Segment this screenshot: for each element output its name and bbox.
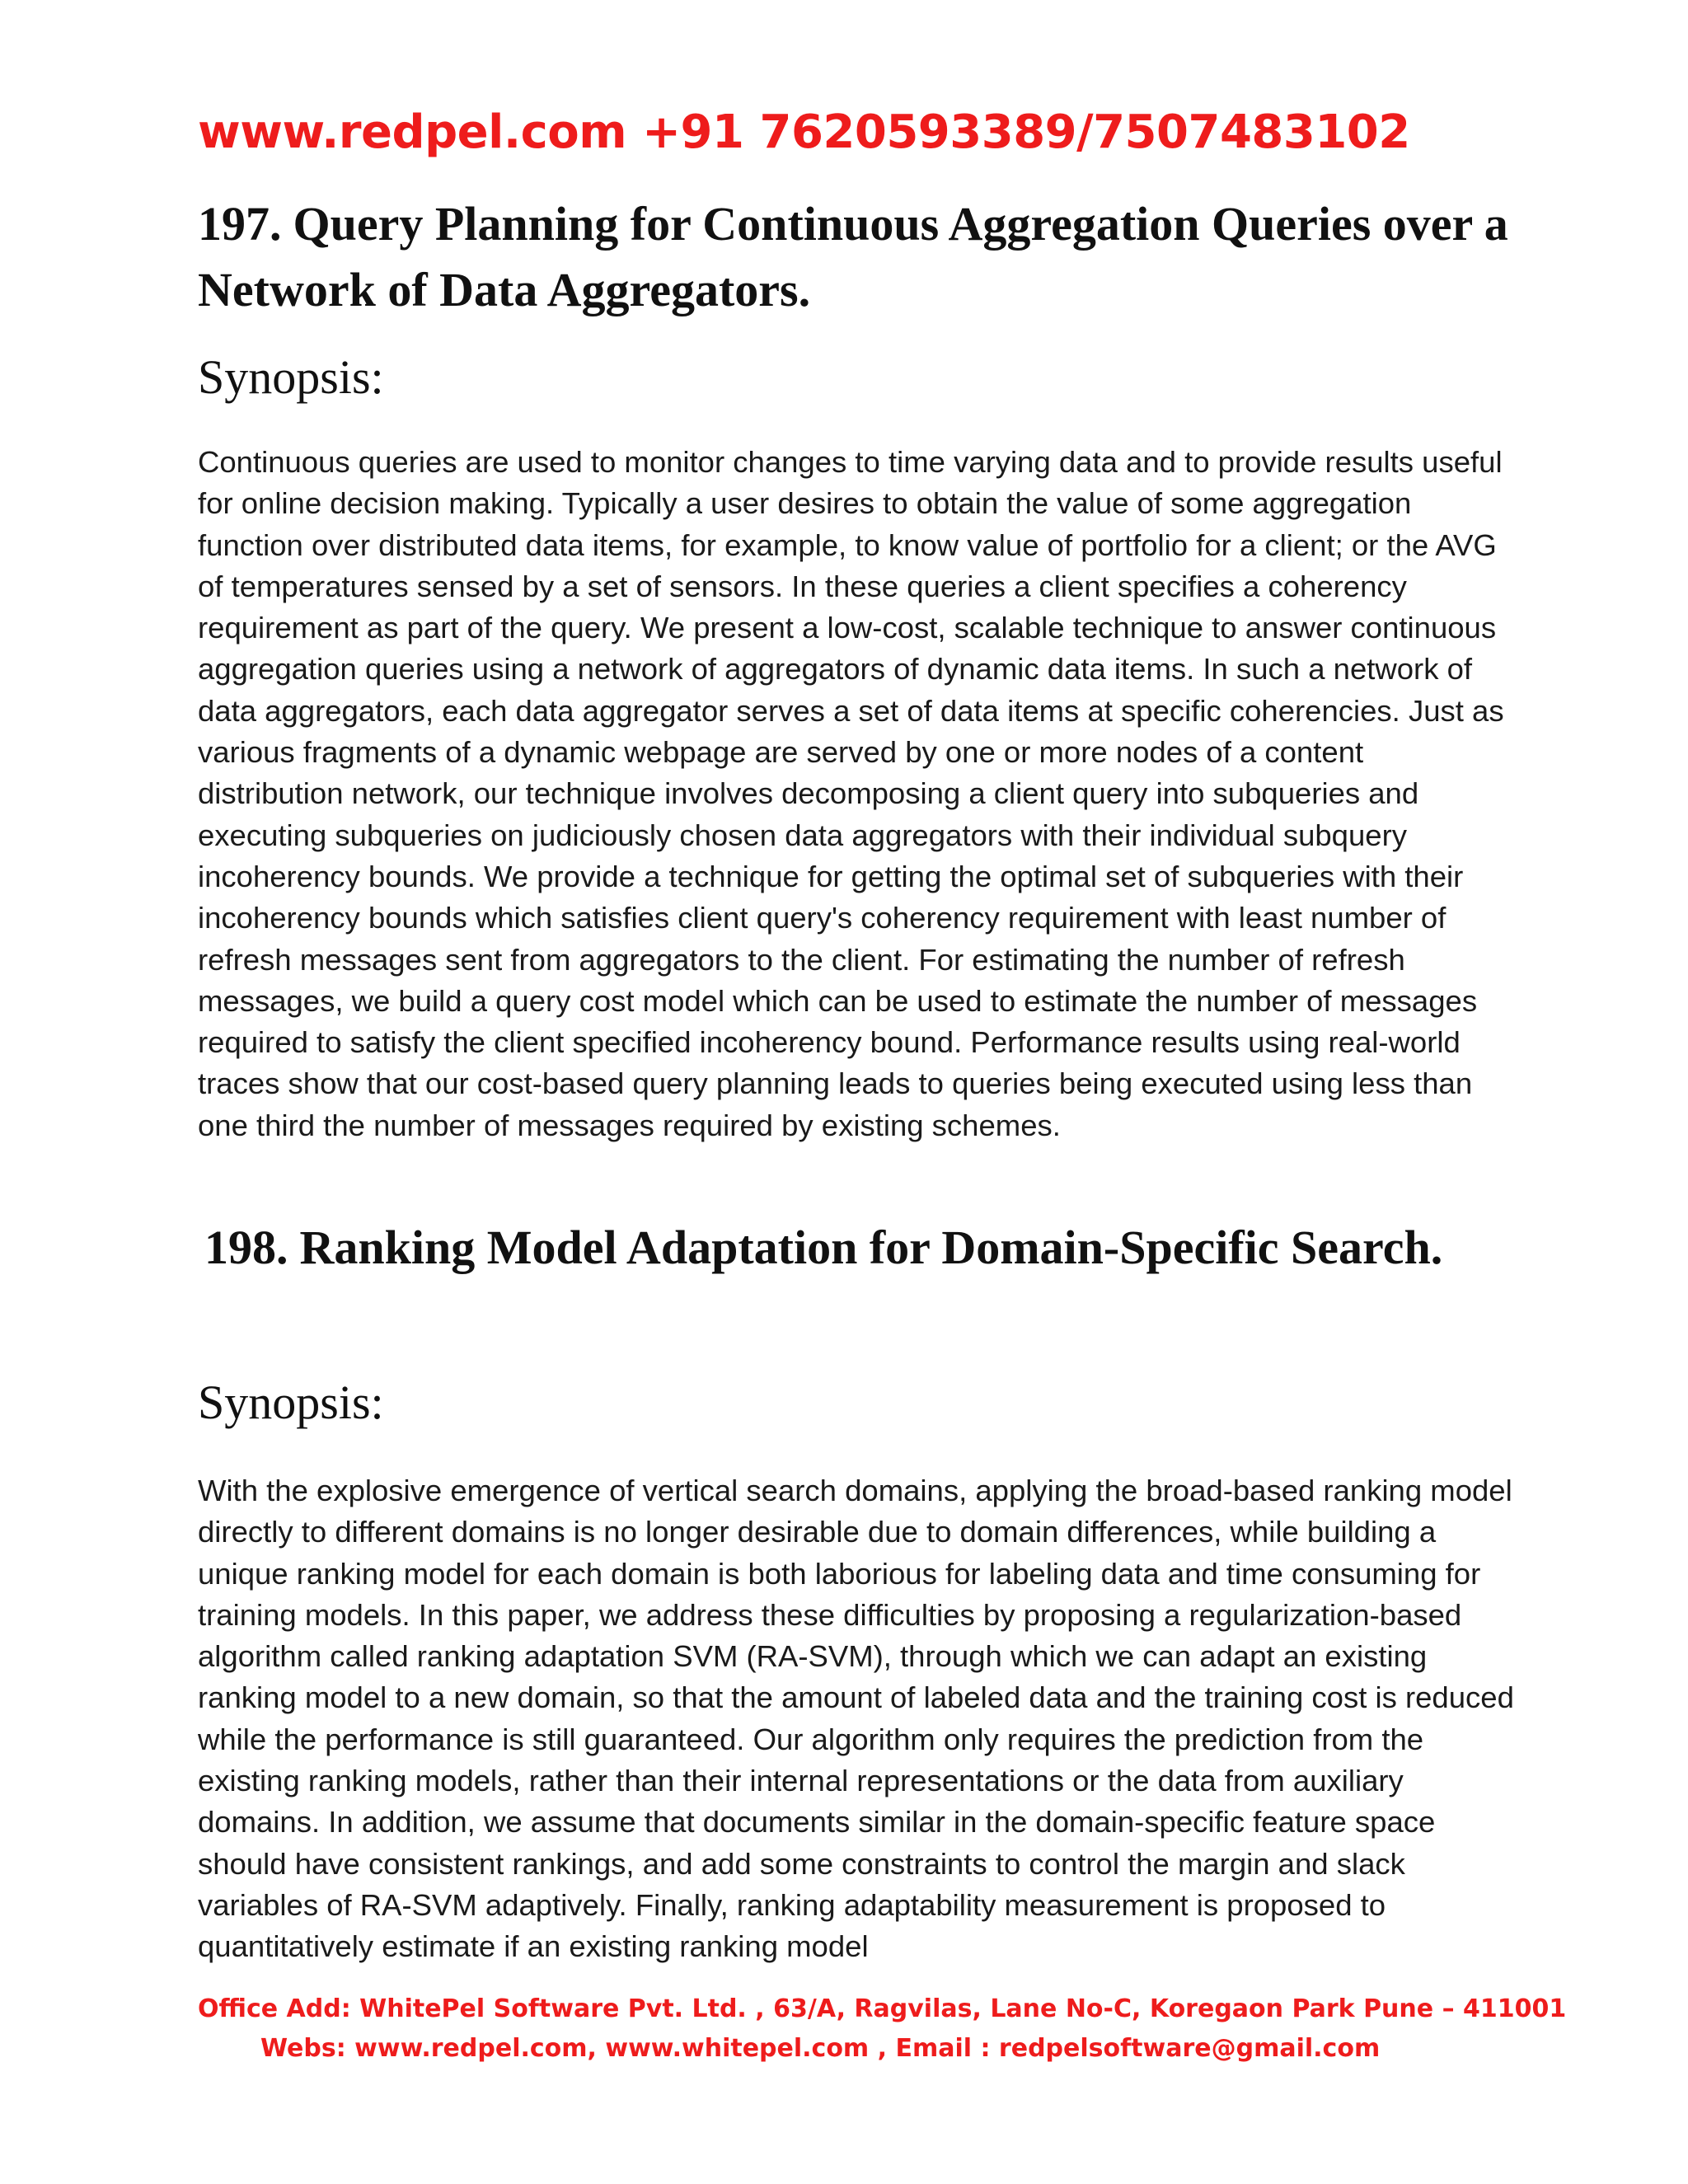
entry-197-synopsis-text: Continuous queries are used to monitor changes to time varying data and to provide results useful for online decision making. Typically a user desires to obtain the value of some aggregation function over distributed data items, for example, to know value of portfolio for a client; or the AVG of temperatures sensed by a set of sensors. In these queries a client specifies a coherency requirement as part of the query. We present a low-cost, scalable technique to answer continuous aggregation queries using a network of aggregators of dynamic data items. In such a network of data aggregators, each data aggregator serves a set of data items at specific coherencies. Just as various fragments of a dynamic webpage are served by one or more nodes of a content distribution network, our technique involves decomposing a client query into subqueries and executing subqueries on judiciously chosen data aggregators with their individual subquery incoherency bounds. We provide a technique for getting the optimal set of subqueries with their incoherency bounds which satisfies client query's coherency requirement with least number of refresh messages sent from aggregators to the client. For estimating the number of refresh messages, we build a query cost model which can be used to estimate the number of messages required to satisfy the client specified incoherency bound. Performance results using real-world traces show that our cost-based query planning leads to queries being executed using less than one third the number of messages required by existing schemes. — [198, 445, 1504, 1142]
entry-197-synopsis-label: Synopsis: — [198, 350, 384, 404]
entry-197-title — [198, 191, 1550, 323]
entry-number: 198. — [204, 1221, 288, 1274]
header-contact-link[interactable]: www.redpel.com +91 7620593389/7507483102 — [198, 105, 1410, 159]
entry-198-synopsis-label: Synopsis: — [198, 1376, 384, 1429]
footer-websites-email[interactable]: Webs: www.redpel.com, www.whitepel.com , Email : redpelsoftware@gmail.com — [260, 2034, 1381, 2063]
entry-title-text: Query Planning for Continuous Aggregation Queries over a Network of Data Aggregators. — [198, 197, 1508, 316]
entry-198-title — [204, 1215, 1556, 1281]
entry-198-synopsis-text: With the explosive emergence of vertical search domains, applying the broad-based ranking model directly to different domains is no longer desirable due to domain differences, while building a unique ranking model for each domain is both laborious for labeling data and time consuming for training models. In this paper, we address these difficulties by proposing a regularization-based algorithm called ranking adaptation SVM (RA-SVM), through which we can adapt an existing ranking model to a new domain, so that the amount of labeled data and the training cost is reduced while the performance is still guaranteed. Our algorithm only requires the prediction from the existing ranking models, rather than their internal representations or the data from auxiliary domains. In addition, we assume that documents similar in the domain-specific feature space should have consistent rankings, and add some constraints to control the margin and slack variables of RA-SVM adaptively. Finally, ranking adaptability measurement is proposed to quantitatively estimate if an existing ranking model — [198, 1474, 1514, 1964]
entry-number: 197. — [198, 197, 282, 251]
footer-office-address: Office Add: WhitePel Software Pvt. Ltd. , 63/A, Ragvilas, Lane No-C, Koregaon Park Pune – 411001 — [198, 1994, 1567, 2023]
entry-title-text: Ranking Model Adaptation for Domain-Specific Search. — [299, 1221, 1443, 1274]
